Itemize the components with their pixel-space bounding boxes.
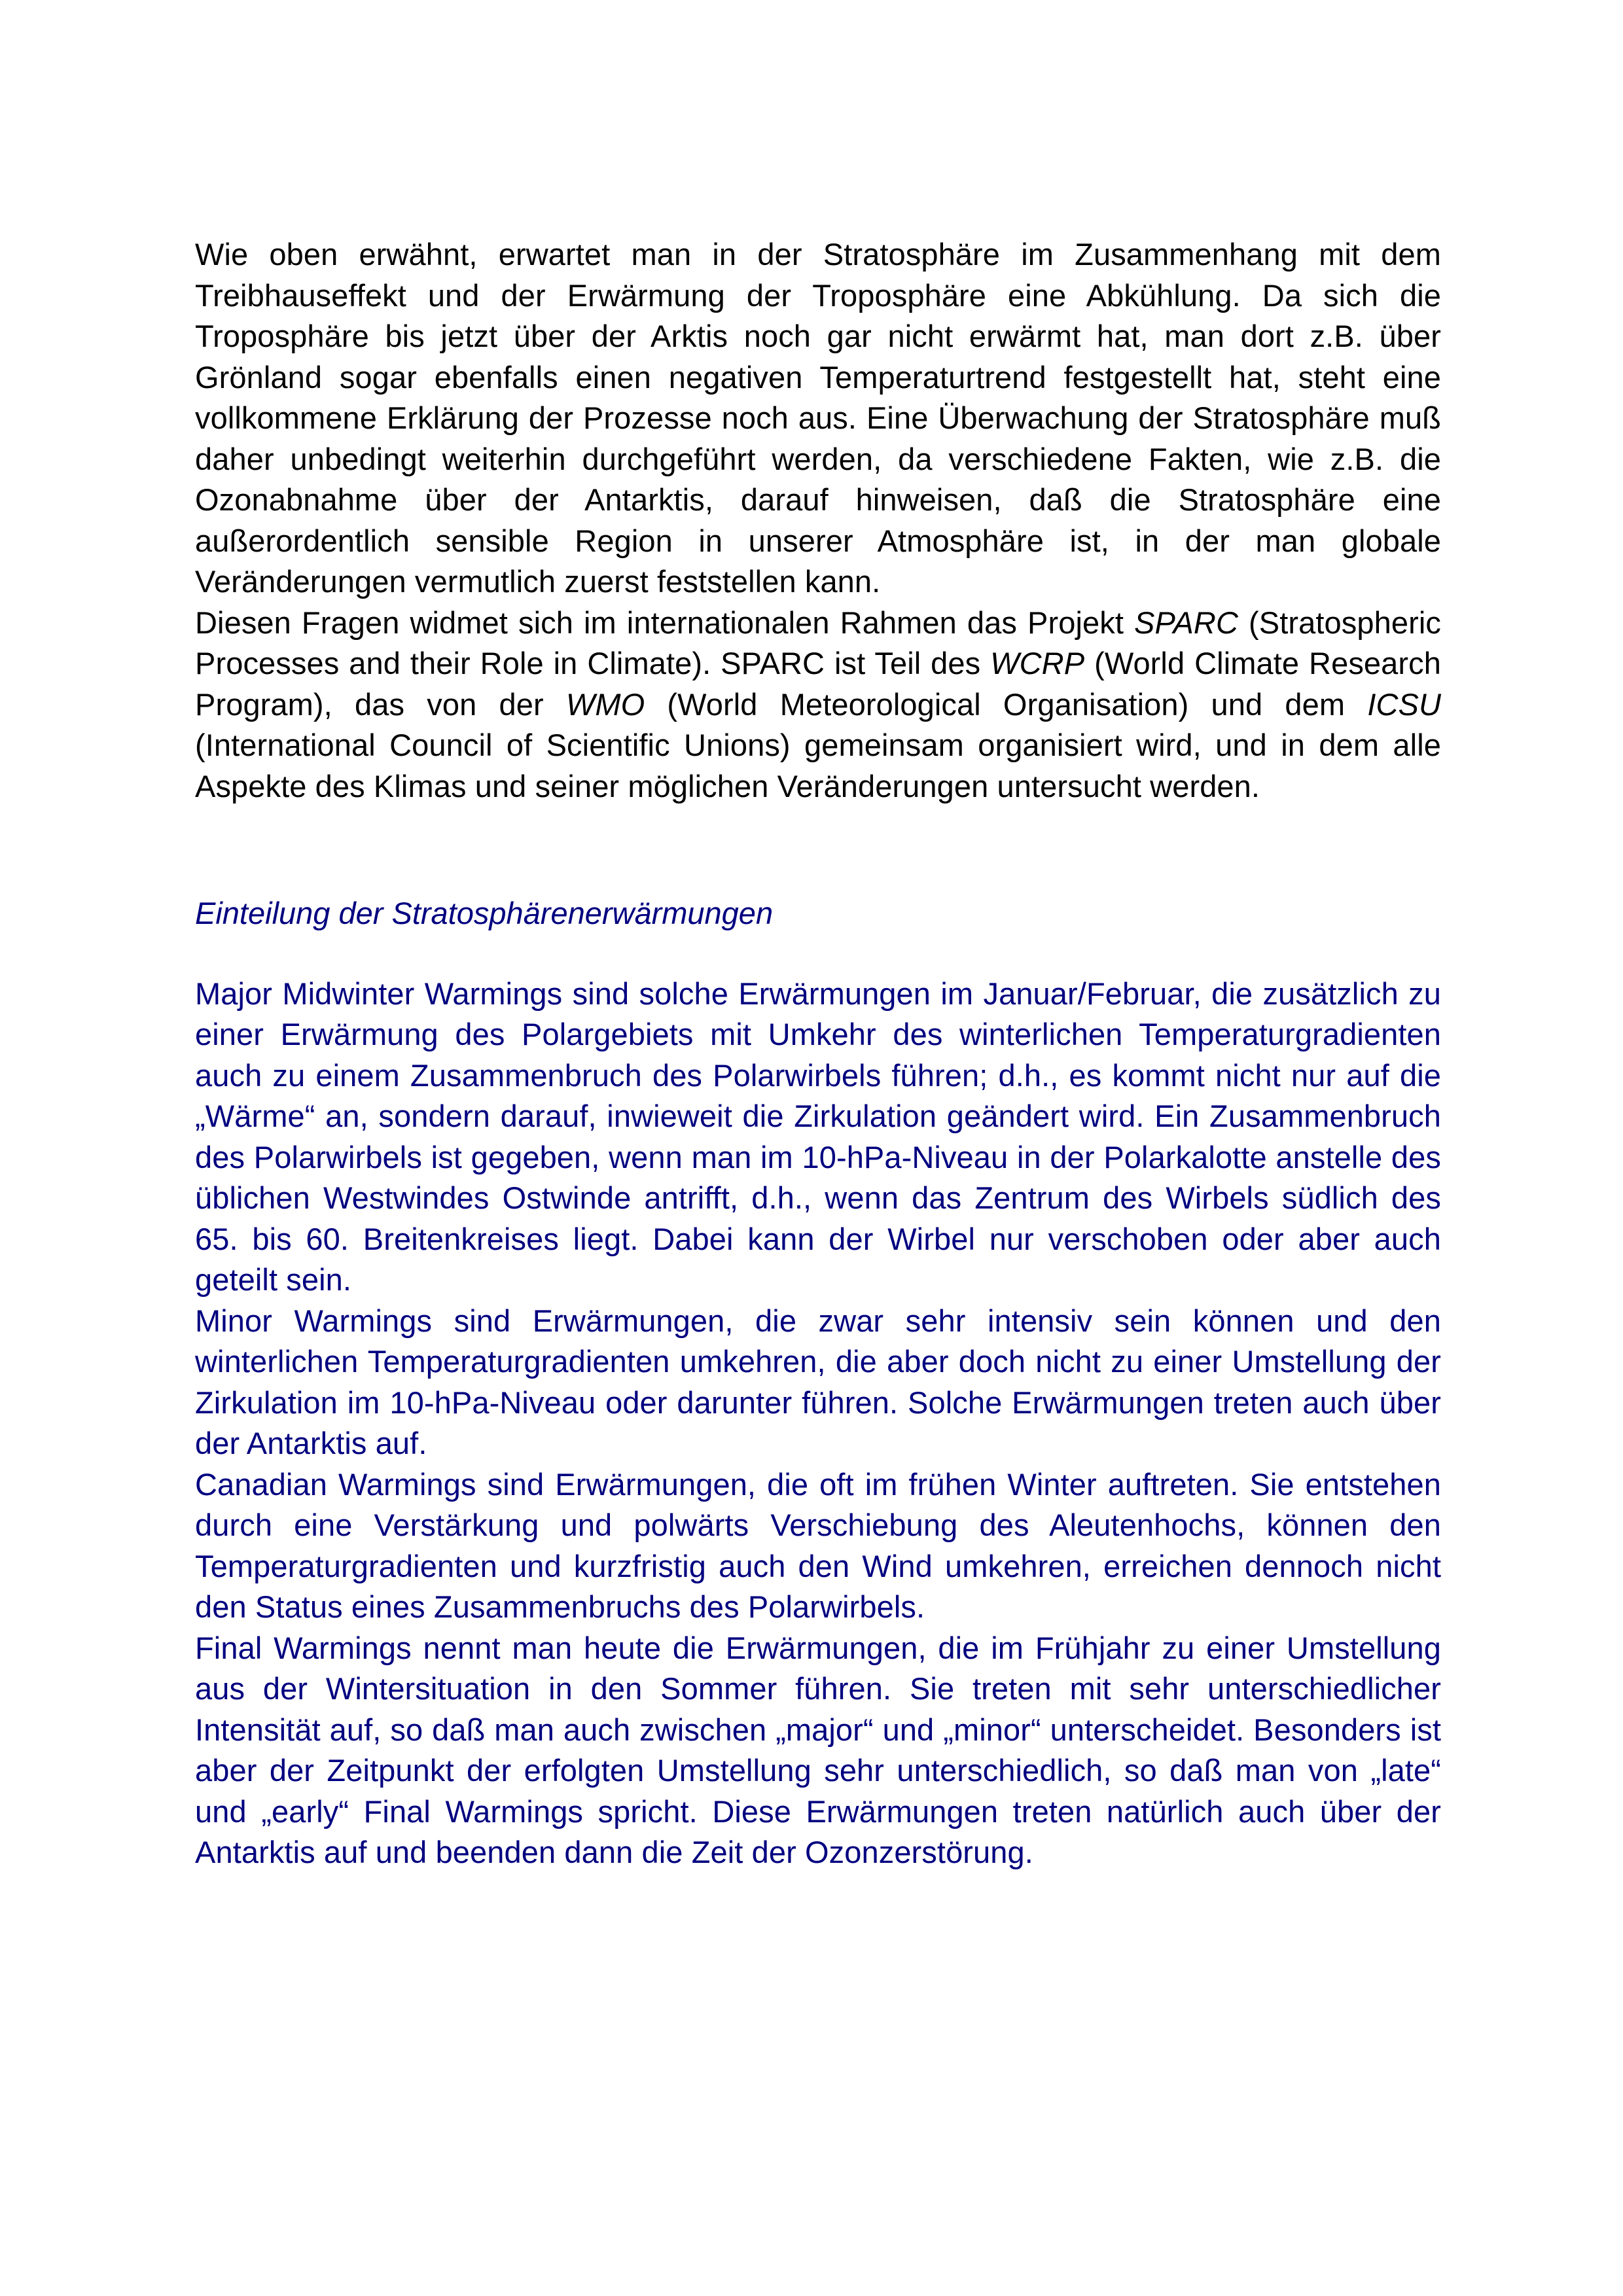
intro-p2-seg-6: (World Meteorological Organisation) und dem — [645, 686, 1368, 722]
minor-warmings-paragraph: Minor Warmings sind Erwärmungen, die zwar sehr intensiv sein können und den winterlichen Temperaturgradienten umkehren, die aber doch nicht zu einer Umstellung der Zirkulation im 10-hPa-Niveau oder darunter führen. Solche Erwärmungen treten auch über der Antarktis auf. — [195, 1303, 1441, 1460]
section-heading: Einteilung der Stratosphärenerwärmungen — [195, 896, 774, 930]
intro-p2-sparc: SPARC — [1134, 605, 1238, 640]
intro-p2-wmo: WMO — [565, 686, 645, 722]
page-content — [195, 234, 1441, 1873]
intro-paragraph-2 — [195, 603, 1441, 807]
intro-p2-seg-0: Diesen Fragen widmet sich im internationalen Rahmen das Projekt — [195, 605, 1135, 640]
major-midwinter-warmings-paragraph: Major Midwinter Warmings sind solche Erwärmungen im Januar/Februar, die zusätzlich zu einer Erwärmung des Polargebiets mit Umkehr des winterlichen Temperaturgradienten auch zu einem Zusammenbruch des Polarwirbels führen; d.h., es kommt nicht nur auf die „Wärme“ an, sondern darauf, inwieweit die Zirkulation geändert wird. Ein Zusammenbruch des Polarwirbels ist gegeben, wenn man im 10-hPa-Niveau in der Polarkalotte anstelle des üblichen Westwindes Ostwinde antrifft, d.h., wenn das Zentrum des Wirbels südlich des 65. bis 60. Breitenkreises liegt. Dabei kann der Wirbel nur verschoben oder aber auch geteilt sein. — [195, 976, 1441, 1297]
intro-p2-seg-2: (Stratospheric Processes and their Role in Climate). SPARC ist Teil des — [195, 605, 1441, 680]
canadian-warmings-paragraph: Canadian Warmings sind Erwärmungen, die oft im frühen Winter auftreten. Sie entstehen durch eine Verstärkung und polwärts Verschiebung des Aleutenhochs, können den Temperaturgradienten und kurzfristig auch den Wind umkehren, erreichen dennoch nicht den Status eines Zusammenbruchs des Polarwirbels. — [195, 1466, 1441, 1624]
intro-paragraph-1 — [195, 234, 1441, 603]
section-body — [195, 974, 1441, 1873]
intro-p1-text: Wie oben erwähnt, erwartet man in der Stratosphäre im Zusammenhang mit dem Treibhauseffekt und der Erwärmung der Troposphäre eine Abkühlung. Da sich die Troposphäre bis jetzt über der Arktis noch gar nicht erwärmt hat, man dort z.B. über Grönland sogar ebenfalls einen negativen Temperaturtrend festgestellt hat, steht eine vollkommene Erklärung der Prozesse noch aus. Eine Überwachung der Stratosphäre muß daher unbedingt weiterhin durchgeführt werden, da verschiedene Fakten, wie z.B. die Ozonabnahme über der Antarktis, darauf hinweisen, daß die Stratosphäre eine außerordentlich sensible Region in unserer Atmosphäre ist, in der man globale Veränderungen vermutlich zuerst feststellen kann. — [195, 237, 1441, 599]
intro-p2-seg-4: (World Climate Research Program), das von der — [195, 646, 1441, 722]
intro-p2-seg-8: (International Council of Scientific Unions) gemeinsam organisiert wird, und in dem alle Aspekte des Klimas und seiner möglichen Veränderungen untersucht werden. — [195, 728, 1441, 804]
intro-p2-icsu: ICSU — [1367, 686, 1442, 722]
intro-p2-wcrp: WCRP — [990, 646, 1085, 680]
final-warmings-paragraph: Final Warmings nennt man heute die Erwärmungen, die im Frühjahr zu einer Umstellung aus der Wintersituation in den Sommer führen. Sie treten mit sehr unterschiedlicher Intensität auf, so daß man auch zwischen „major“ und „minor“ unterscheidet. Besonders ist aber der Zeitpunkt der erfolgten Umstellung sehr unterschiedlich, so daß man von „late“ und „early“ Final Warmings spricht. Diese Erwärmungen treten natürlich auch über der Antarktis auf und beenden dann die Zeit der Ozonzerstörung. — [195, 1630, 1441, 1869]
